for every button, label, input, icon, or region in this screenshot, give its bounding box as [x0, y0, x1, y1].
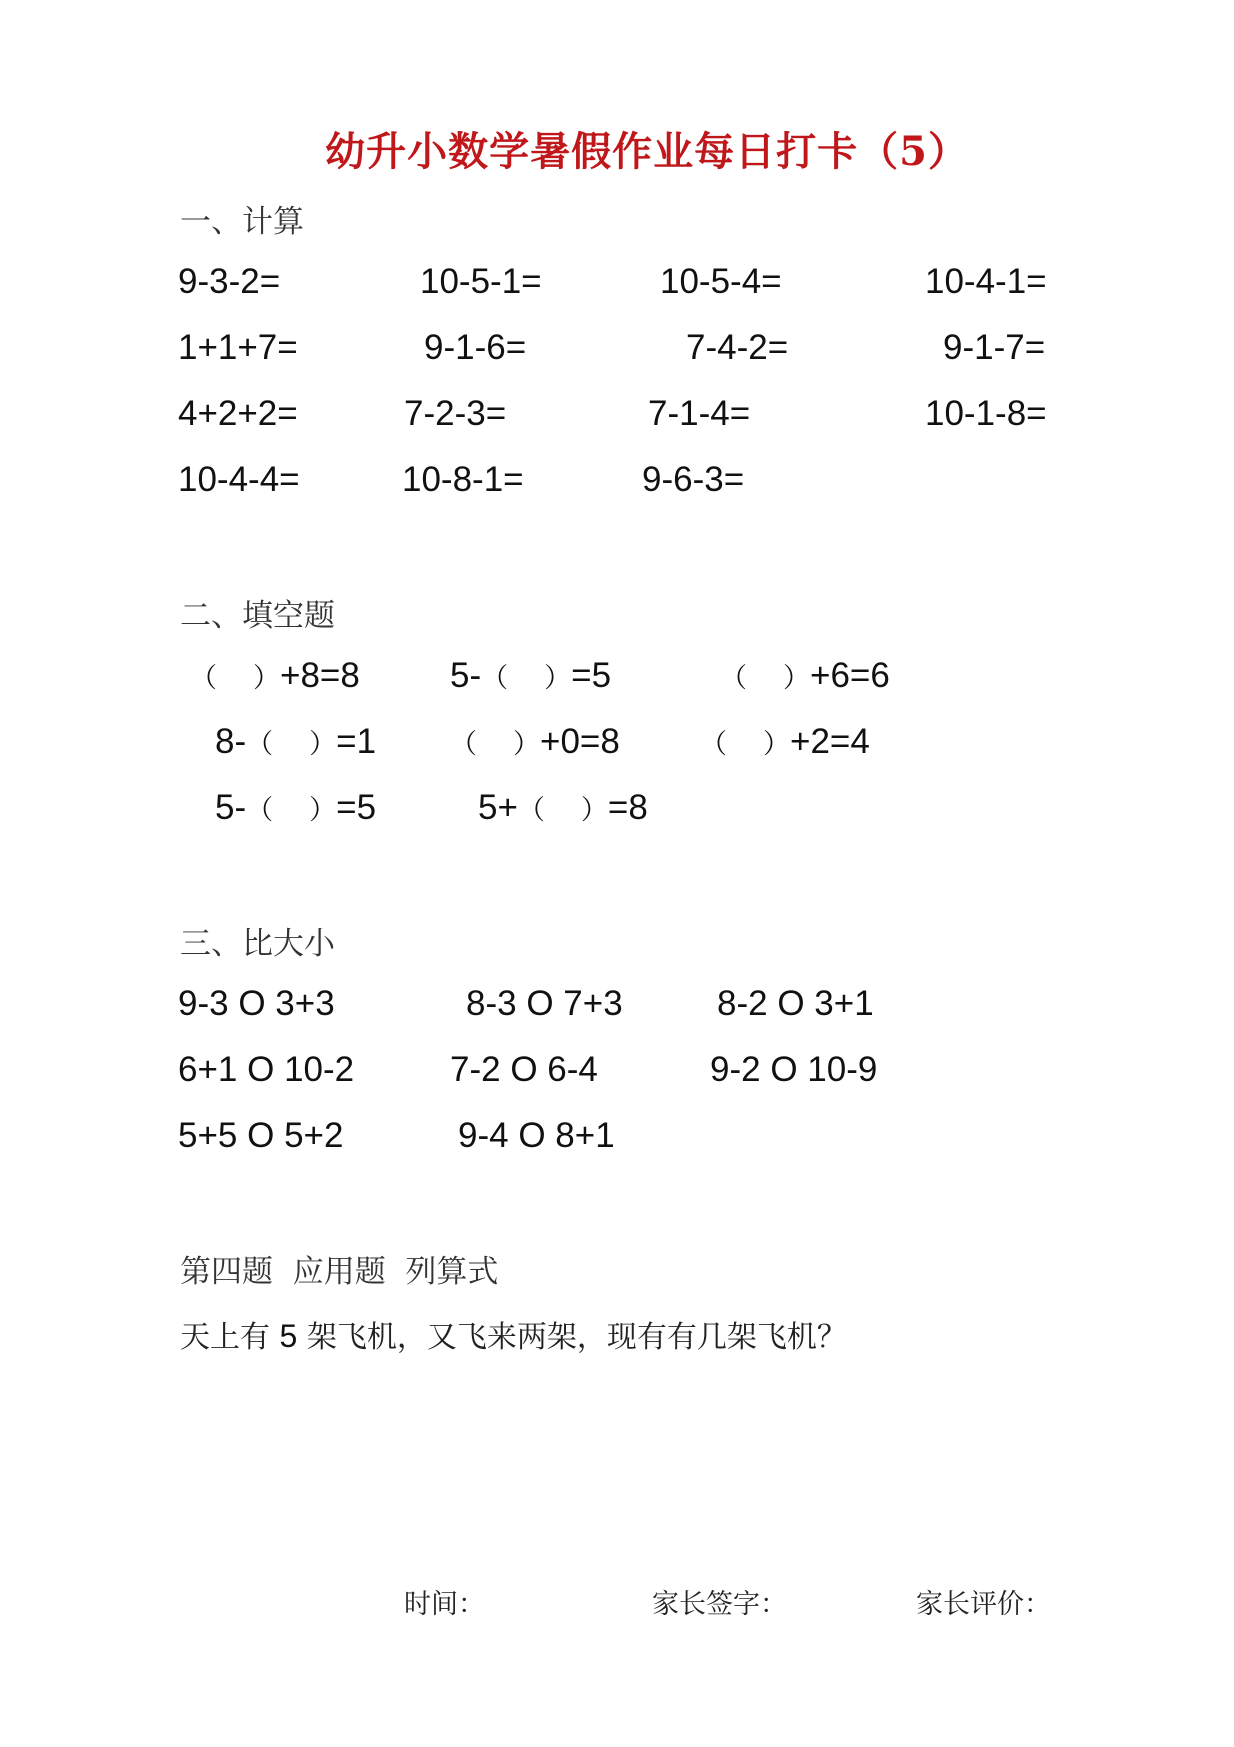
footer-time-label: 时间： [404, 1589, 485, 1620]
calc-item: 10-1-8= [925, 394, 1047, 433]
footer-parent-eval-label: 家长评价： [916, 1589, 1051, 1620]
fill-item: 5+（ ）=8 [478, 788, 648, 827]
compare-item: 9-3 O 3+3 [178, 984, 335, 1023]
calc-item: 10-4-4= [178, 460, 300, 499]
fill-item: （ ）+0=8 [450, 722, 620, 761]
section-heading-word-problem: 第四题 应用题 列算式 [180, 1254, 499, 1290]
circle-blank-icon: O [770, 1050, 798, 1089]
calc-item: 9-6-3= [642, 460, 745, 499]
calc-item: 10-5-4= [660, 262, 782, 301]
compare-item: 9-4 O 8+1 [458, 1116, 615, 1155]
calc-item: 9-3-2= [178, 262, 281, 301]
circle-blank-icon: O [510, 1050, 538, 1089]
compare-item: 8-3 O 7+3 [466, 984, 623, 1023]
calc-item: 4+2+2= [178, 394, 298, 433]
footer-parent-sign-label: 家长签字： [652, 1589, 787, 1620]
circle-blank-icon: O [777, 984, 805, 1023]
fill-item: （ ）+2=4 [700, 722, 870, 761]
word-problem-text: 天上有 5 架飞机，又飞来两架，现有有几架飞机？ [180, 1318, 847, 1355]
circle-blank-icon: O [238, 984, 266, 1023]
circle-blank-icon: O [247, 1050, 275, 1089]
section-heading-calculation: 一、计算 [180, 204, 304, 240]
calc-item: 10-5-1= [420, 262, 542, 301]
circle-blank-icon: O [526, 984, 554, 1023]
calc-item: 7-2-3= [404, 394, 507, 433]
compare-item: 8-2 O 3+1 [717, 984, 874, 1023]
calc-item: 1+1+7= [178, 328, 298, 367]
compare-item: 9-2 O 10-9 [710, 1050, 878, 1089]
calc-item: 10-4-1= [925, 262, 1047, 301]
compare-item: 7-2 O 6-4 [450, 1050, 598, 1089]
circle-blank-icon: O [518, 1116, 546, 1155]
calc-item: 9-1-7= [943, 328, 1046, 367]
calc-item: 7-1-4= [648, 394, 751, 433]
section-heading-fill-blank: 二、填空题 [180, 598, 335, 634]
compare-item: 5+5 O 5+2 [178, 1116, 344, 1155]
compare-item: 6+1 O 10-2 [178, 1050, 355, 1089]
fill-item: 8-（ ）=1 [215, 722, 377, 761]
section-heading-compare: 三、比大小 [180, 926, 335, 962]
fill-item: 5-（ ）=5 [450, 656, 612, 695]
fill-item: （ ）+6=6 [720, 656, 890, 695]
circle-blank-icon: O [247, 1116, 275, 1155]
page-title: 幼升小数学暑假作业每日打卡（5） [325, 128, 969, 175]
calc-item: 9-1-6= [424, 328, 527, 367]
calc-item: 7-4-2= [686, 328, 789, 367]
fill-item: （ ）+8=8 [190, 656, 360, 695]
calc-item: 10-8-1= [402, 460, 524, 499]
fill-item: 5-（ ）=5 [215, 788, 377, 827]
